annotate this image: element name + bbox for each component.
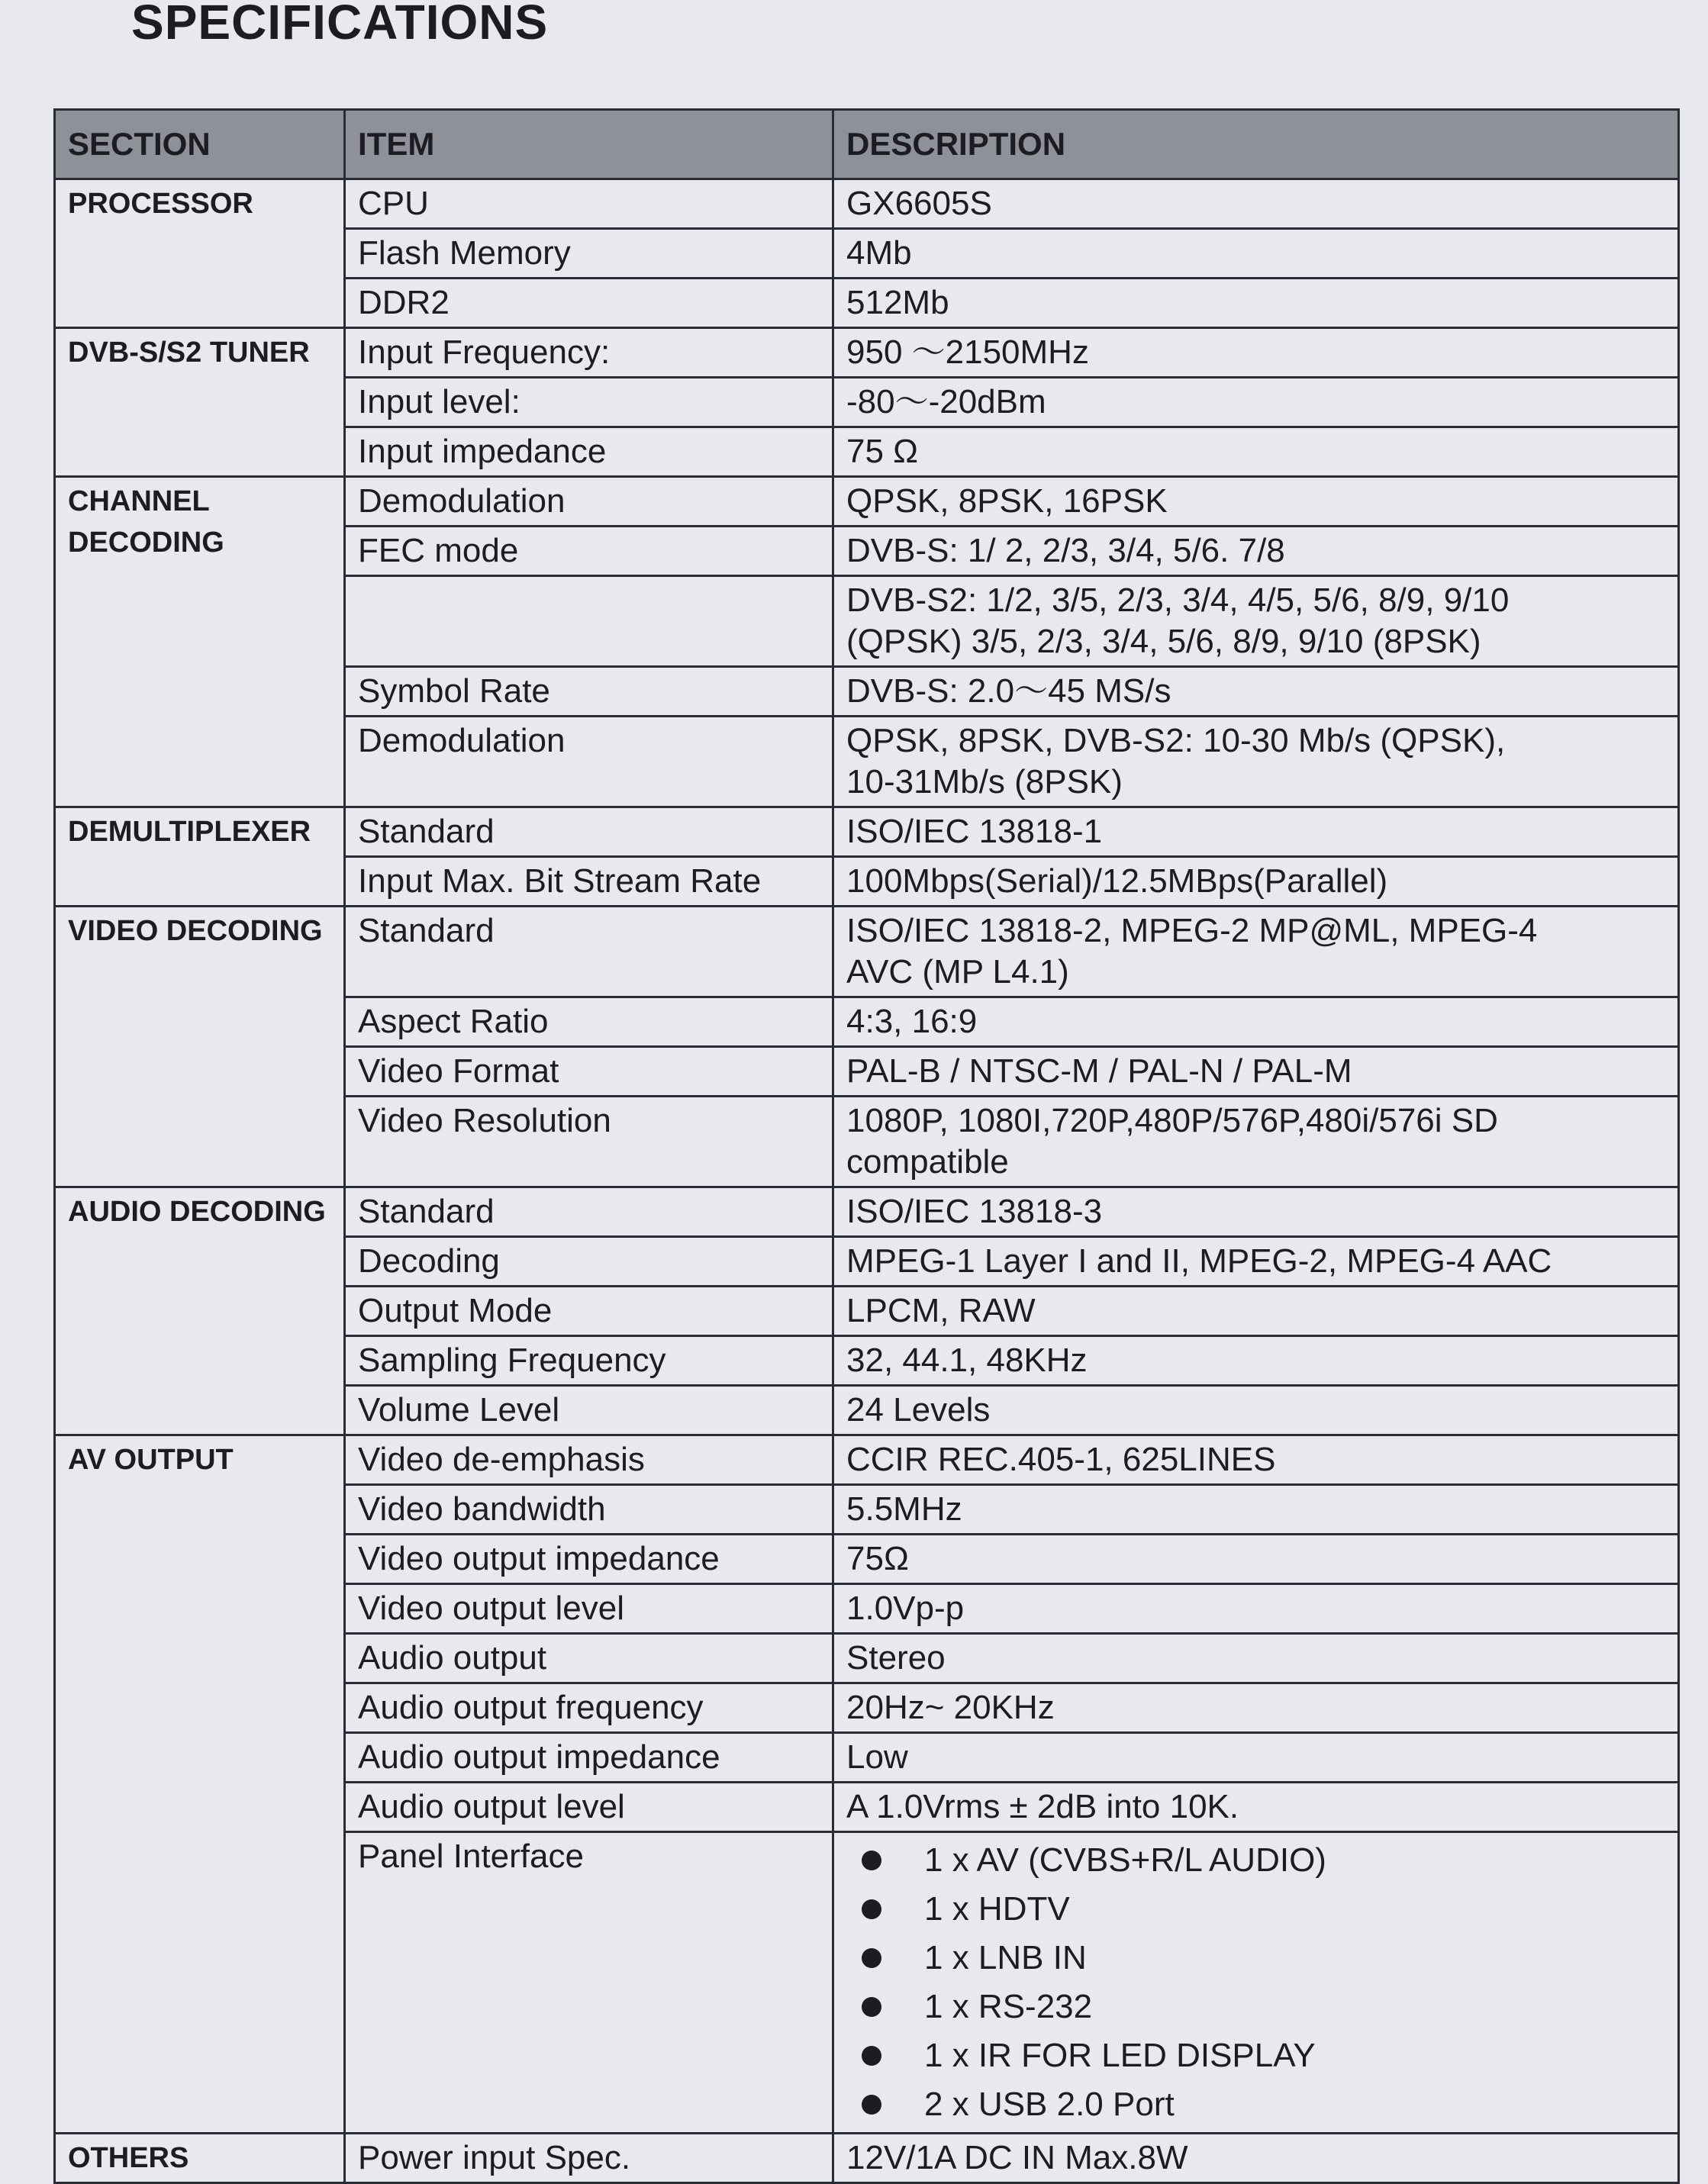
- table-row: [55, 477, 1679, 527]
- description-line: 950 ～2150MHz: [846, 333, 1089, 371]
- item-name: Input impedance: [345, 427, 833, 477]
- item-name: DDR2: [345, 279, 833, 328]
- table-row: [55, 2134, 1679, 2183]
- description-line: 12V/1A DC IN Max.8W: [846, 2139, 1188, 2176]
- table-row: [55, 179, 1679, 229]
- item-description: [833, 1832, 1679, 2134]
- item-name: Audio output: [345, 1634, 833, 1683]
- description-line: Low: [846, 1738, 908, 1776]
- item-description: [833, 179, 1679, 229]
- description-line: ISO/IEC 13818-2, MPEG-2 MP@ML, MPEG-4: [846, 912, 1538, 949]
- list-item-label: 1 x LNB IN: [924, 1939, 1087, 1976]
- item-name: Audio output frequency: [345, 1683, 833, 1733]
- item-name: Flash Memory: [345, 229, 833, 279]
- description-line: QPSK, 8PSK, 16PSK: [846, 482, 1168, 520]
- section-name: VIDEO DECODING: [55, 907, 345, 1187]
- item-description: [833, 477, 1679, 527]
- list-item-label: 1 x IR FOR LED DISPLAY: [924, 2037, 1316, 2074]
- table-row: [55, 907, 1679, 997]
- item-description: [833, 427, 1679, 477]
- item-name: Output Mode: [345, 1287, 833, 1336]
- description-line: QPSK, 8PSK, DVB-S2: 10-30 Mb/s (QPSK),: [846, 722, 1506, 759]
- description-line: compatible: [846, 1143, 1009, 1181]
- item-description: [833, 1237, 1679, 1287]
- item-description: [833, 1584, 1679, 1634]
- item-description: [833, 1733, 1679, 1783]
- item-name: Standard: [345, 907, 833, 997]
- description-line: -80～-20dBm: [846, 383, 1046, 420]
- description-line: AVC (MP L4.1): [846, 953, 1069, 991]
- description-line: ISO/IEC 13818-3: [846, 1193, 1103, 1230]
- description-line: 20Hz~ 20KHz: [846, 1689, 1055, 1726]
- item-description: [833, 2134, 1679, 2183]
- description-line: DVB-S: 1/ 2, 2/3, 3/4, 5/6. 7/8: [846, 532, 1285, 569]
- item-name: Video Format: [345, 1047, 833, 1097]
- bullet-icon: [862, 2046, 881, 2066]
- item-name: Power input Spec.: [345, 2134, 833, 2183]
- description-line: 4:3, 16:9: [846, 1003, 978, 1040]
- item-name: Input level:: [345, 378, 833, 427]
- description-line: 75 Ω: [846, 433, 919, 470]
- specifications-body: [55, 179, 1679, 2183]
- description-line: 1080P, 1080I,720P,480P/576P,480i/576i SD: [846, 1102, 1498, 1139]
- list-item-label: 1 x RS-232: [924, 1988, 1093, 2025]
- description-line: DVB-S2: 1/2, 3/5, 2/3, 3/4, 4/5, 5/6, 8/9, 9/10: [846, 581, 1510, 619]
- list-item: [846, 2031, 1665, 2080]
- item-description: [833, 1187, 1679, 1237]
- specifications-table: [53, 108, 1680, 2184]
- section-name: DVB-S/S2 TUNER: [55, 328, 345, 477]
- item-name: Decoding: [345, 1237, 833, 1287]
- item-name: Video bandwidth: [345, 1485, 833, 1535]
- item-name: Demodulation: [345, 477, 833, 527]
- item-name: Input Frequency:: [345, 328, 833, 378]
- description-line: 32, 44.1, 48KHz: [846, 1342, 1088, 1379]
- section-name: PROCESSOR: [55, 179, 345, 328]
- item-description: [833, 1783, 1679, 1832]
- bullet-icon: [862, 1899, 881, 1919]
- item-name: Demodulation: [345, 717, 833, 807]
- item-description: [833, 1435, 1679, 1485]
- section-name: AV OUTPUT: [55, 1435, 345, 2134]
- item-name: Standard: [345, 807, 833, 857]
- item-description: [833, 229, 1679, 279]
- list-item: [846, 1885, 1665, 1934]
- bullet-icon: [862, 1997, 881, 2017]
- bullet-icon: [862, 1948, 881, 1968]
- item-name: Standard: [345, 1187, 833, 1237]
- interface-list: [846, 1836, 1665, 2129]
- description-line: GX6605S: [846, 185, 992, 222]
- item-name: Video de-emphasis: [345, 1435, 833, 1485]
- table-row: [55, 328, 1679, 378]
- item-name: Video output impedance: [345, 1535, 833, 1584]
- table-row: [55, 1187, 1679, 1237]
- table-row: [55, 807, 1679, 857]
- item-description: [833, 1535, 1679, 1584]
- header-row: [55, 110, 1679, 179]
- item-description: [833, 1386, 1679, 1435]
- description-header: DESCRIPTION: [833, 110, 1679, 179]
- description-line: Stereo: [846, 1639, 946, 1677]
- table-row: [55, 1435, 1679, 1485]
- item-description: [833, 807, 1679, 857]
- item-description: [833, 1097, 1679, 1187]
- bullet-icon: [862, 2095, 881, 2115]
- item-description: [833, 857, 1679, 907]
- section-name: CHANNEL DECODING: [55, 477, 345, 807]
- item-description: [833, 527, 1679, 576]
- item-name: Volume Level: [345, 1386, 833, 1435]
- section-header: SECTION: [55, 110, 345, 179]
- list-item: [846, 1934, 1665, 1983]
- description-line: 10-31Mb/s (8PSK): [846, 763, 1123, 800]
- description-line: 512Mb: [846, 284, 949, 321]
- item-name: Input Max. Bit Stream Rate: [345, 857, 833, 907]
- description-line: (QPSK) 3/5, 2/3, 3/4, 5/6, 8/9, 9/10 (8PSK): [846, 623, 1481, 660]
- item-name: Symbol Rate: [345, 667, 833, 717]
- item-name: Video output level: [345, 1584, 833, 1634]
- item-description: [833, 1485, 1679, 1535]
- item-name: Panel Interface: [345, 1832, 833, 2134]
- list-item: [846, 1983, 1665, 2031]
- item-description: [833, 576, 1679, 667]
- description-line: A 1.0Vrms ± 2dB into 10K.: [846, 1788, 1239, 1825]
- item-name: FEC mode: [345, 527, 833, 576]
- item-description: [833, 279, 1679, 328]
- item-description: [833, 328, 1679, 378]
- section-name: DEMULTIPLEXER: [55, 807, 345, 907]
- item-description: [833, 1683, 1679, 1733]
- item-name: Audio output impedance: [345, 1733, 833, 1783]
- list-item-label: 1 x AV (CVBS+R/L AUDIO): [924, 1841, 1326, 1879]
- item-description: [833, 997, 1679, 1047]
- item-description: [833, 1287, 1679, 1336]
- item-name: Video Resolution: [345, 1097, 833, 1187]
- list-item-label: 1 x HDTV: [924, 1890, 1070, 1928]
- item-description: [833, 378, 1679, 427]
- item-name: [345, 576, 833, 667]
- description-line: DVB-S: 2.0～45 MS/s: [846, 672, 1171, 710]
- item-name: Sampling Frequency: [345, 1336, 833, 1386]
- description-line: 24 Levels: [846, 1391, 991, 1429]
- page-title: SPECIFICATIONS: [131, 0, 549, 50]
- item-description: [833, 907, 1679, 997]
- description-line: PAL-B / NTSC-M / PAL-N / PAL-M: [846, 1052, 1352, 1090]
- list-item: [846, 2080, 1665, 2129]
- description-line: 1.0Vp-p: [846, 1590, 965, 1627]
- description-line: 100Mbps(Serial)/12.5MBps(Parallel): [846, 862, 1388, 900]
- section-name: AUDIO DECODING: [55, 1187, 345, 1435]
- description-line: 75Ω: [846, 1540, 909, 1577]
- description-line: LPCM, RAW: [846, 1292, 1036, 1329]
- item-name: Audio output level: [345, 1783, 833, 1832]
- description-line: ISO/IEC 13818-1: [846, 813, 1103, 850]
- item-description: [833, 667, 1679, 717]
- list-item: [846, 1836, 1665, 1885]
- item-name: CPU: [345, 179, 833, 229]
- list-item-label: 2 x USB 2.0 Port: [924, 2086, 1175, 2123]
- description-line: CCIR REC.405-1, 625LINES: [846, 1441, 1276, 1478]
- item-description: [833, 717, 1679, 807]
- bullet-icon: [862, 1851, 881, 1870]
- description-line: 4Mb: [846, 234, 912, 272]
- item-description: [833, 1634, 1679, 1683]
- item-description: [833, 1336, 1679, 1386]
- item-name: Aspect Ratio: [345, 997, 833, 1047]
- item-description: [833, 1047, 1679, 1097]
- item-header: ITEM: [345, 110, 833, 179]
- description-line: MPEG-1 Layer I and II, MPEG-2, MPEG-4 AAC: [846, 1242, 1552, 1280]
- section-name: OTHERS: [55, 2134, 345, 2183]
- description-line: 5.5MHz: [846, 1490, 962, 1528]
